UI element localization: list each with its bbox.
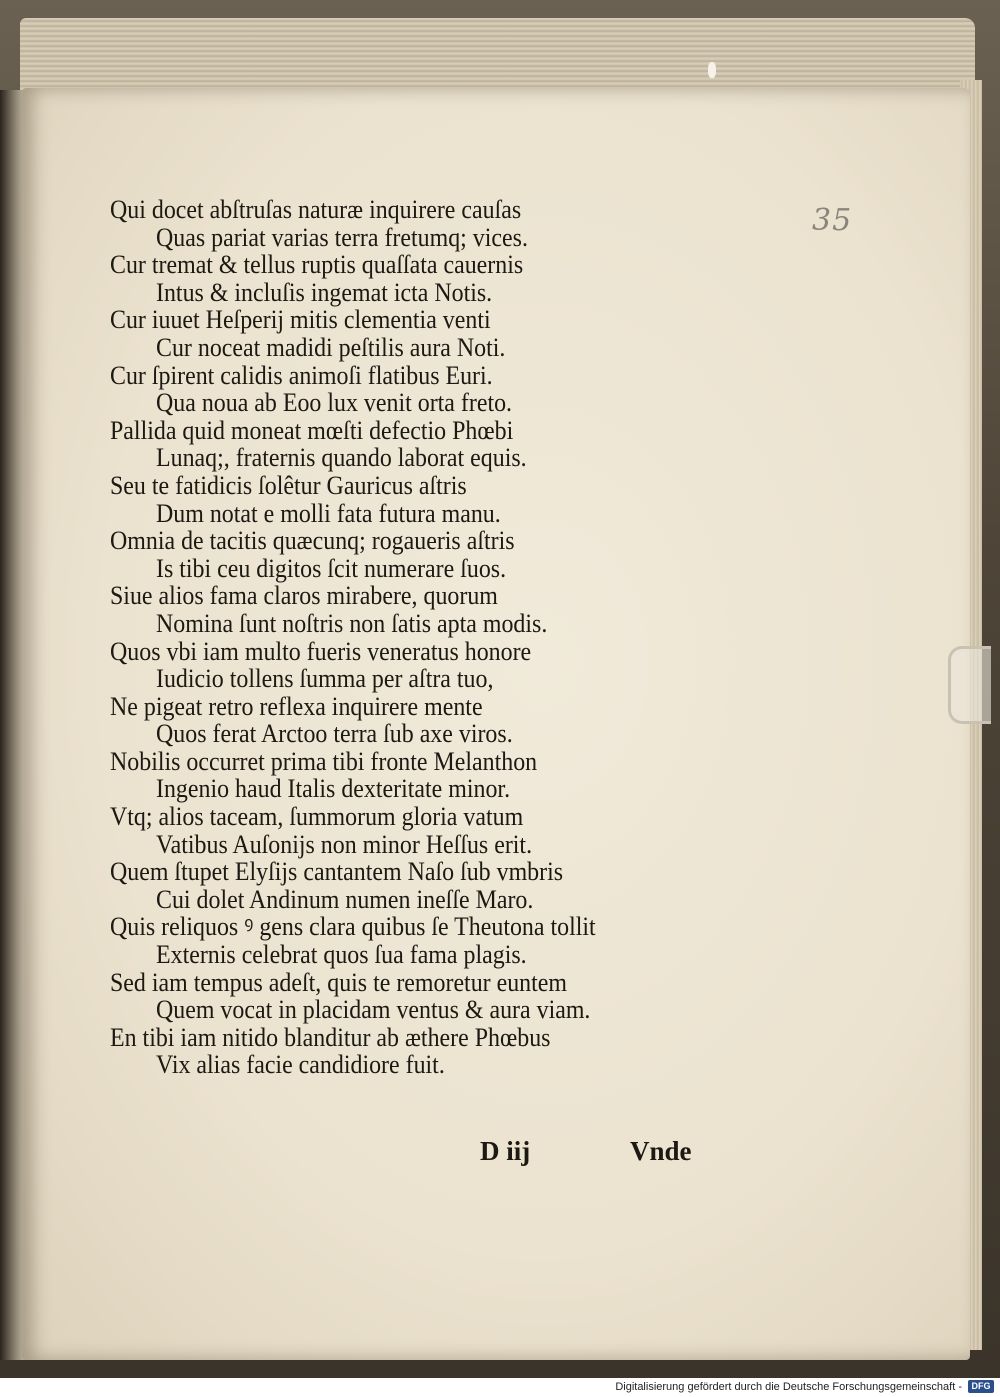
verse-line: Quos vbi iam multo fueris veneratus honore (110, 636, 532, 666)
verse-line: Externis celebrat quos ſua fama plagis. (156, 940, 527, 970)
verse-line: Siue alios fama claros mirabere, quorum (110, 581, 498, 611)
verse-line: Cur ſpirent calidis animoſi flatibus Euri. (110, 360, 493, 390)
verse-line: Cui dolet Andinum numen ineſſe Maro. (156, 884, 534, 914)
dfg-logo: DFG (968, 1380, 994, 1393)
folio-number: 35 (812, 203, 853, 238)
verse-line: Qua noua ab Eoo lux venit orta freto. (156, 388, 513, 418)
verse-line: Vtq; alios taceam, ſummorum gloria vatum (110, 802, 524, 832)
catchword: Vnde (630, 1136, 692, 1166)
verse-line: Quis reliquos ꝰ gens clara quibus ſe Theutona tollit (110, 912, 596, 942)
verse-line: Is tibi ceu digitos ſcit numerare ſuos. (156, 553, 507, 583)
verse-line: Vatibus Auſonijs non minor Heſſus erit. (156, 829, 533, 859)
verse-line: Qui docet abſtruſas naturæ inquirere cauſas (110, 195, 522, 224)
verse-line: Iudicio tollens ſumma per aſtra tuo, (156, 664, 494, 694)
paper-tear-mark (708, 62, 716, 78)
verse-line: Omnia de tacitis quæcunq; rogaueris aſtris (110, 526, 515, 556)
verse-line: Nomina ſunt noſtris non ſatis apta modis. (156, 608, 548, 638)
verse-line: Dum notat e molli fata futura manu. (156, 498, 501, 528)
digitization-credit: Digitalisierung gefördert durch die Deutsche Forschungsgemeinschaft - (615, 1381, 962, 1393)
verse-line: Cur tremat & tellus ruptis quaſſata cauernis (110, 250, 524, 280)
verse-line: Sed iam tempus adeſt, quis te remoretur euntem (110, 967, 568, 997)
verse-line: Cur noceat madidi peſtilis aura Noti. (156, 332, 506, 362)
verse-line: Quem vocat in placidam ventus & aura viam. (156, 995, 591, 1025)
verse-line: Ne pigeat retro reflexa inquirere mente (110, 691, 483, 721)
signature-mark: D iij (480, 1136, 531, 1166)
verse-line: Quem ſtupet Elyſijs cantantem Naſo ſub vmbris (110, 857, 564, 887)
verse-line: Quos ferat Arctoo terra ſub axe viros. (156, 719, 513, 749)
verse-block (110, 196, 720, 1079)
verse-line: Intus & incluſis ingemat icta Notis. (156, 277, 493, 307)
page-edges-top (20, 18, 975, 98)
verse-line: Quas pariat varias terra fretumq; vices. (156, 222, 528, 252)
verse-line: Nobilis occurret prima tibi fronte Melanthon (110, 746, 538, 776)
verse-line: Seu te fatidicis ſolêtur Gauricus aſtris (110, 470, 467, 500)
verse-line: Ingenio haud Italis dexteritate minor. (156, 774, 511, 804)
verse-line: Vix alias facie candidiore fuit. (156, 1050, 445, 1080)
verse-line: Cur iuuet Heſperij mitis clementia venti (110, 305, 491, 335)
page-clip (948, 646, 991, 724)
verse-line: Lunaq;, fraternis quando laborat equis. (156, 443, 527, 473)
verse-line: Pallida quid moneat mœſti defectio Phœbi (110, 415, 514, 445)
verse-line: En tibi iam nitido blanditur ab æthere Phœbus (110, 1022, 551, 1052)
